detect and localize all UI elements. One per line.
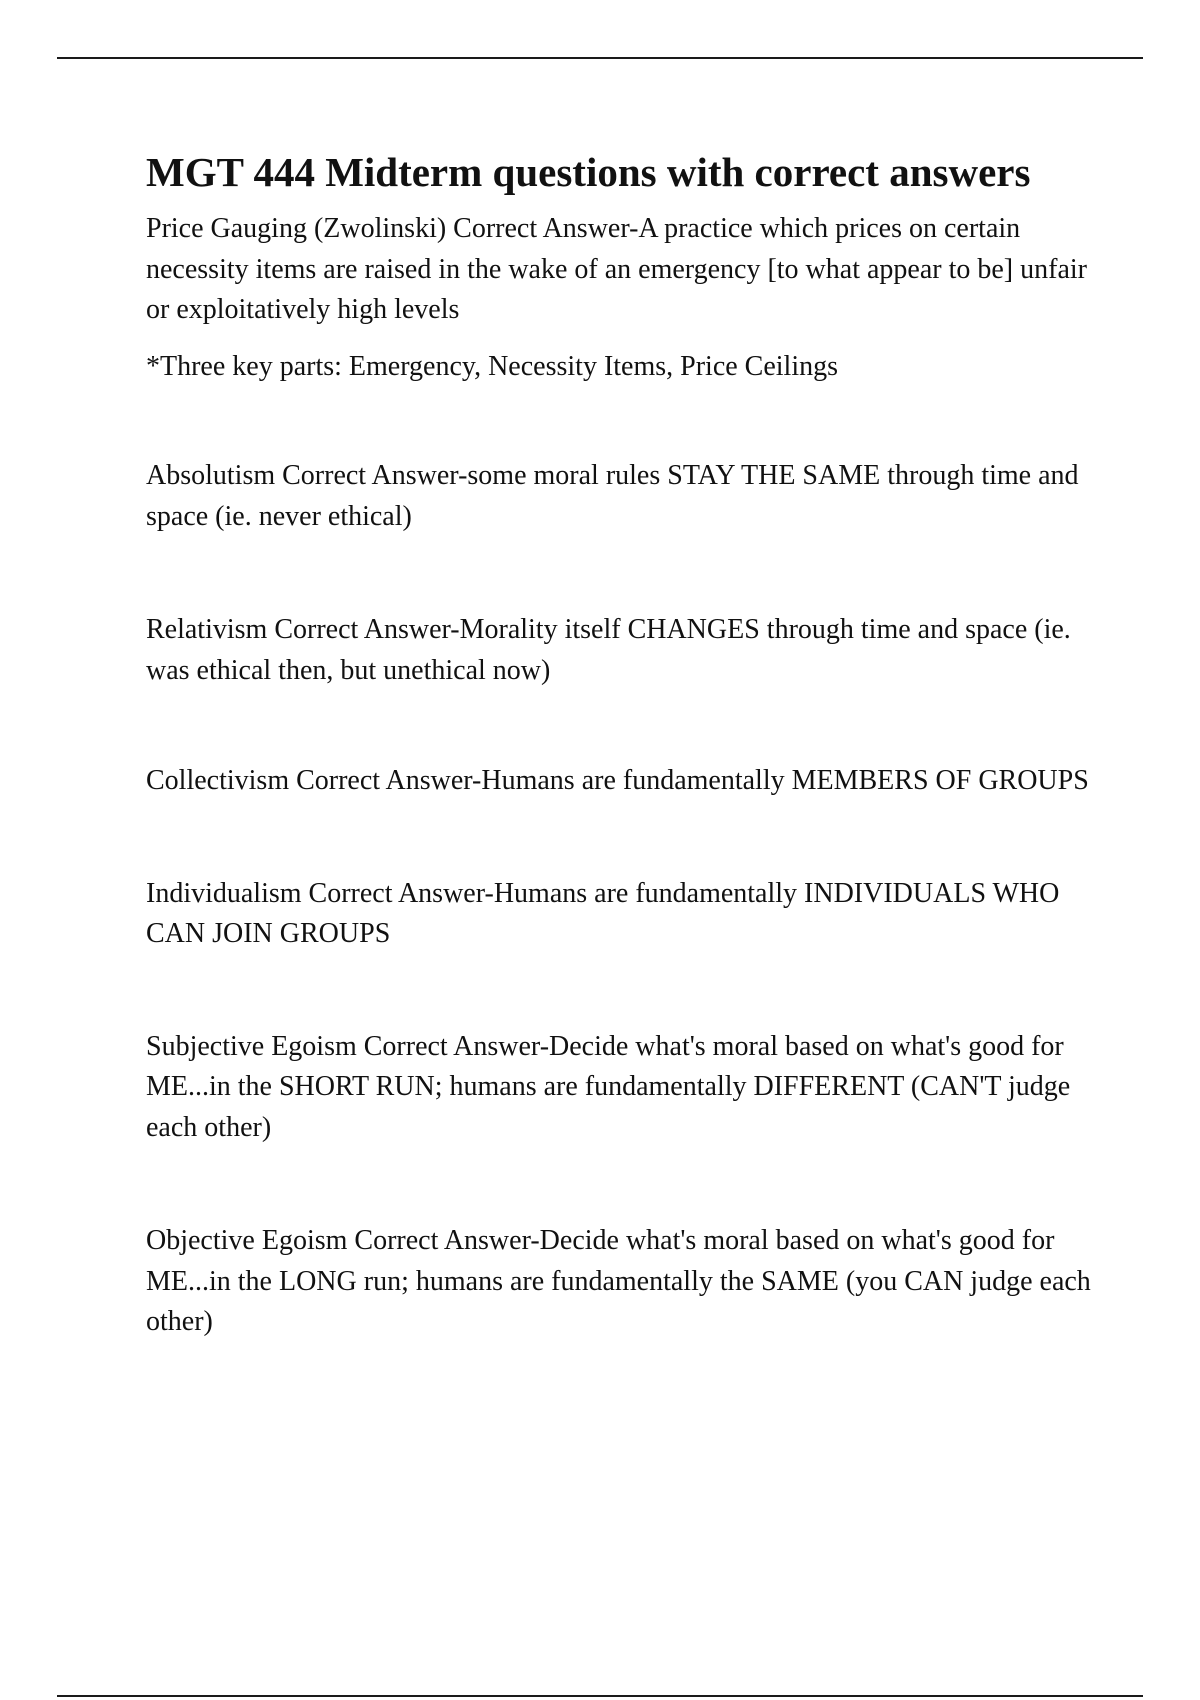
- footer-rule: [57, 1695, 1143, 1697]
- entry-price-gauging: Price Gauging (Zwolinski) Correct Answer-A practice which prices on certain necessity items are raised in the wake of an emergency [to what appear to be] unfair or exploitatively high levels: [146, 213, 1087, 325]
- entry-collectivism: Collectivism Correct Answer-Humans are fundamentally MEMBERS OF GROUPS: [146, 765, 1089, 796]
- header-rule: [57, 57, 1143, 59]
- entry-absolutism: Absolutism Correct Answer-some moral rules STAY THE SAME through time and space (ie. never ethical): [146, 460, 1079, 532]
- entry-subjective-egoism: Subjective Egoism Correct Answer-Decide what's moral based on what's good for ME...in the SHORT RUN; humans are fundamentally DIFFERENT (CAN'T judge each other): [146, 1030, 1071, 1143]
- entry-objective-egoism: Objective Egoism Correct Answer-Decide what's moral based on what's good for ME...in the LONG run; humans are fundamentally the SAME (you CAN judge each other): [146, 1225, 1091, 1337]
- entry-individualism: Individualism Correct Answer-Humans are fundamentally INDIVIDUALS WHO CAN JOIN GROUPS: [146, 877, 1060, 949]
- entry-relativism: Relativism Correct Answer-Morality itself CHANGES through time and space (ie. was ethical then, but unethical now): [146, 614, 1071, 686]
- document-title: MGT 444 Midterm questions with correct answers: [146, 149, 1031, 195]
- document-body: [146, 144, 1106, 1343]
- entry-three-key-parts: *Three key parts: Emergency, Necessity Items, Price Ceilings: [146, 350, 839, 382]
